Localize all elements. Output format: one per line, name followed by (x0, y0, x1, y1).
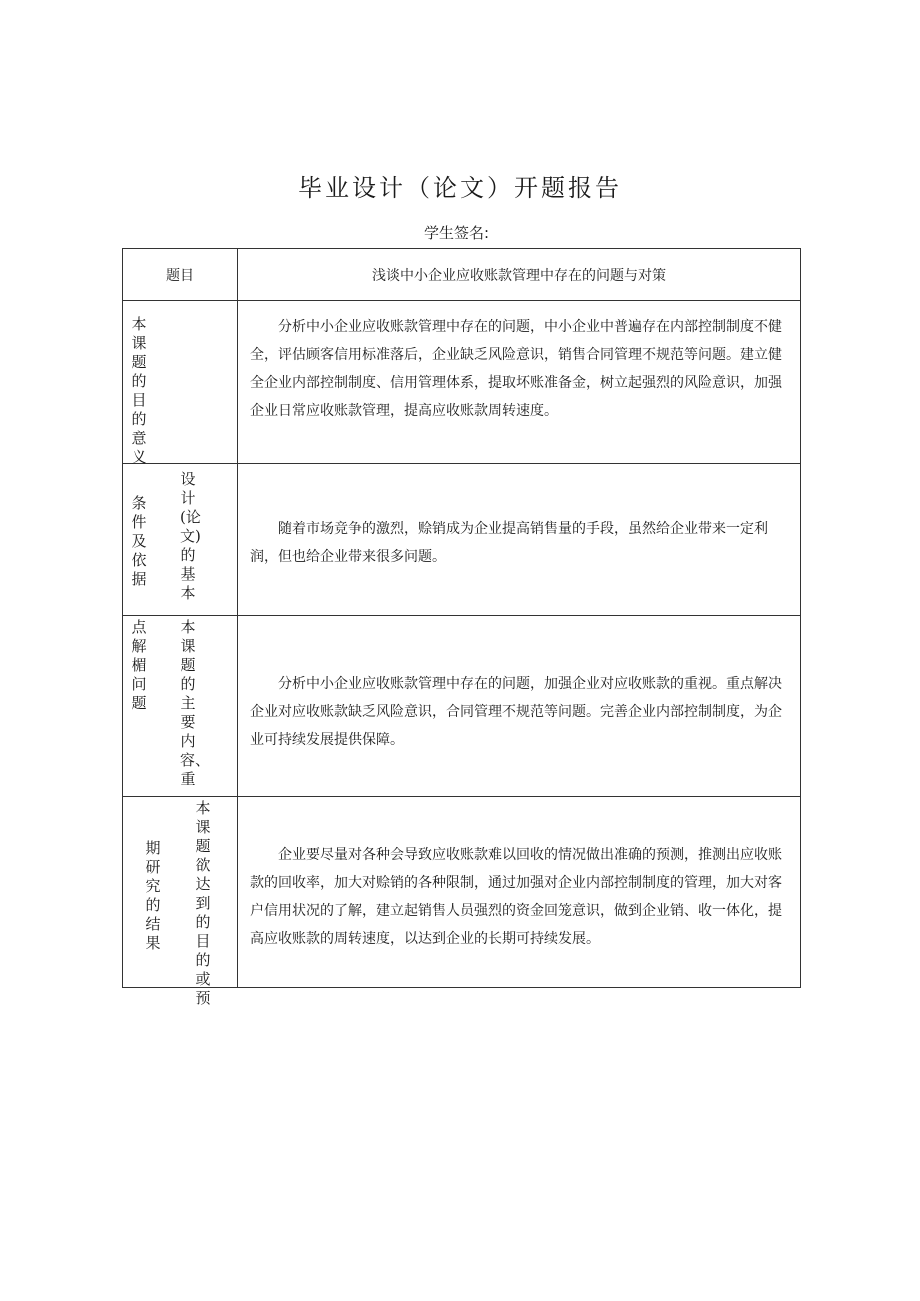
result-label-cell (123, 797, 238, 1007)
table-row-result (123, 797, 801, 988)
result-content-cell (238, 797, 801, 988)
table-row-title (123, 249, 801, 301)
basis-label-left: 条件及依据 (131, 494, 147, 588)
basis-label-right: 设计(论文)的基本 (180, 470, 201, 602)
purpose-content: 分析中小企业应收账款管理中存在的问题，中小企业中普遍存在内部控制制度不健全，评估顾客信用标准落后，企业缺乏风险意识，销售合同管理不规范等问题。建立健全企业内部控制制度、信用管理体系，提取坏账准备金，树立起强烈的风险意识，加强企业日常应收账款管理，提高应收账款周转速度。 (250, 319, 782, 419)
report-table (122, 248, 801, 1007)
title-value: 浅谈中小企业应收账款管理中存在的问题与对策 (238, 249, 801, 301)
result-label-left: 期研究的结果 (145, 839, 161, 952)
table-row-purpose (123, 301, 801, 464)
document-title: 毕业设计（论文）开题报告 (298, 174, 622, 202)
purpose-label: 本课题的目的意义 (131, 315, 147, 466)
basis-content-cell (238, 464, 801, 616)
result-label-right: 本课题欲达到的目的或预 (195, 799, 211, 1007)
points-label-cell (123, 616, 238, 797)
title-label: 题目 (123, 249, 238, 301)
purpose-content-cell (238, 301, 801, 464)
basis-content: 随着市场竞争的激烈，赊销成为企业提高销售量的手段，虽然给企业带来一定利润，但也给企业带来很多问题。 (250, 521, 768, 565)
table-row-points (123, 616, 801, 797)
basis-label-cell (123, 464, 238, 616)
points-label-left: 点解楣问题 (131, 618, 147, 712)
points-content: 分析中小企业应收账款管理中存在的问题，加强企业对应收账款的重视。重点解决企业对应收账款缺乏风险意识，合同管理不规范等问题。完善企业内部控制制度，为企业可持续发展提供保障。 (250, 676, 782, 748)
result-content: 企业要尽量对各种会导致应收账款难以回收的情况做出准确的预测，推测出应收账款的回收率，加大对赊销的各种限制，通过加强对企业内部控制制度的管理，加大对客户信用状况的了解，建立起销售人员强烈的资金回笼意识，做到企业销、收一体化，提高应收账款的周转速度，以达到企业的长期可持续发展。 (250, 847, 782, 947)
points-content-cell (238, 616, 801, 797)
points-label-right: 本课题的主要内容、重 (180, 618, 211, 788)
purpose-label-cell (123, 301, 238, 464)
table-row-basis (123, 464, 801, 616)
student-signature-label: 学生签名: (424, 224, 490, 242)
